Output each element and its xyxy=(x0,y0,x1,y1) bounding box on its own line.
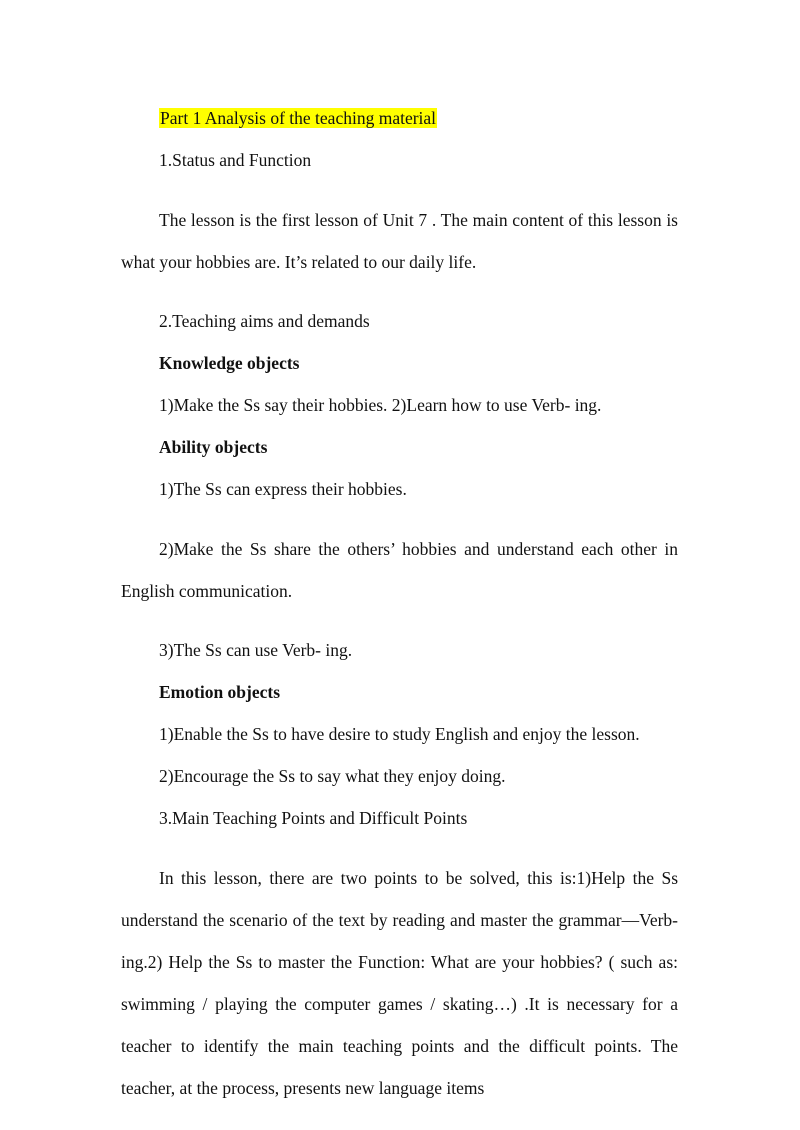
knowledge-heading: Knowledge objects xyxy=(159,353,300,373)
emotion-heading: Emotion objects xyxy=(159,682,281,702)
section-heading-line xyxy=(121,97,678,139)
status-heading: 1.Status and Function xyxy=(159,150,312,170)
document-page xyxy=(121,97,678,1126)
points-heading: 3.Main Teaching Points and Difficult Points xyxy=(159,808,468,828)
aims-heading: 2.Teaching aims and demands xyxy=(159,311,370,331)
knowledge-items: 1)Make the Ss say their hobbies. 2)Learn how to use Verb- ing. xyxy=(159,395,602,415)
ability-heading: Ability objects xyxy=(159,437,268,457)
ability-item-1: 1)The Ss can express their hobbies. xyxy=(159,479,407,499)
ability-item-2: 2)Make the Ss share the others’ hobbies and understand each other in English communication. xyxy=(121,538,678,601)
emotion-item-1: 1)Enable the Ss to have desire to study English and enjoy the lesson. xyxy=(159,724,640,744)
ability-item-3: 3)The Ss can use Verb- ing. xyxy=(159,640,353,660)
points-paragraph: In this lesson, there are two points to be solved, this is:1)Help the Ss understand the scenario of the text by reading and master the grammar—Verb- ing.2) Help the Ss to master the Function: What are your hobbies? ( such as: swimming / playing the computer games / skating…) .It is necessary for a teacher to identify the main teaching points and the difficult points. The teacher, at the process, presents new language items xyxy=(121,867,678,1098)
section-heading: Part 1 Analysis of the teaching material xyxy=(160,108,437,128)
emotion-item-2: 2)Encourage the Ss to say what they enjoy doing. xyxy=(159,766,506,786)
status-paragraph: The lesson is the first lesson of Unit 7 . The main content of this lesson is what your hobbies are. It’s related to our daily life. xyxy=(121,209,678,272)
